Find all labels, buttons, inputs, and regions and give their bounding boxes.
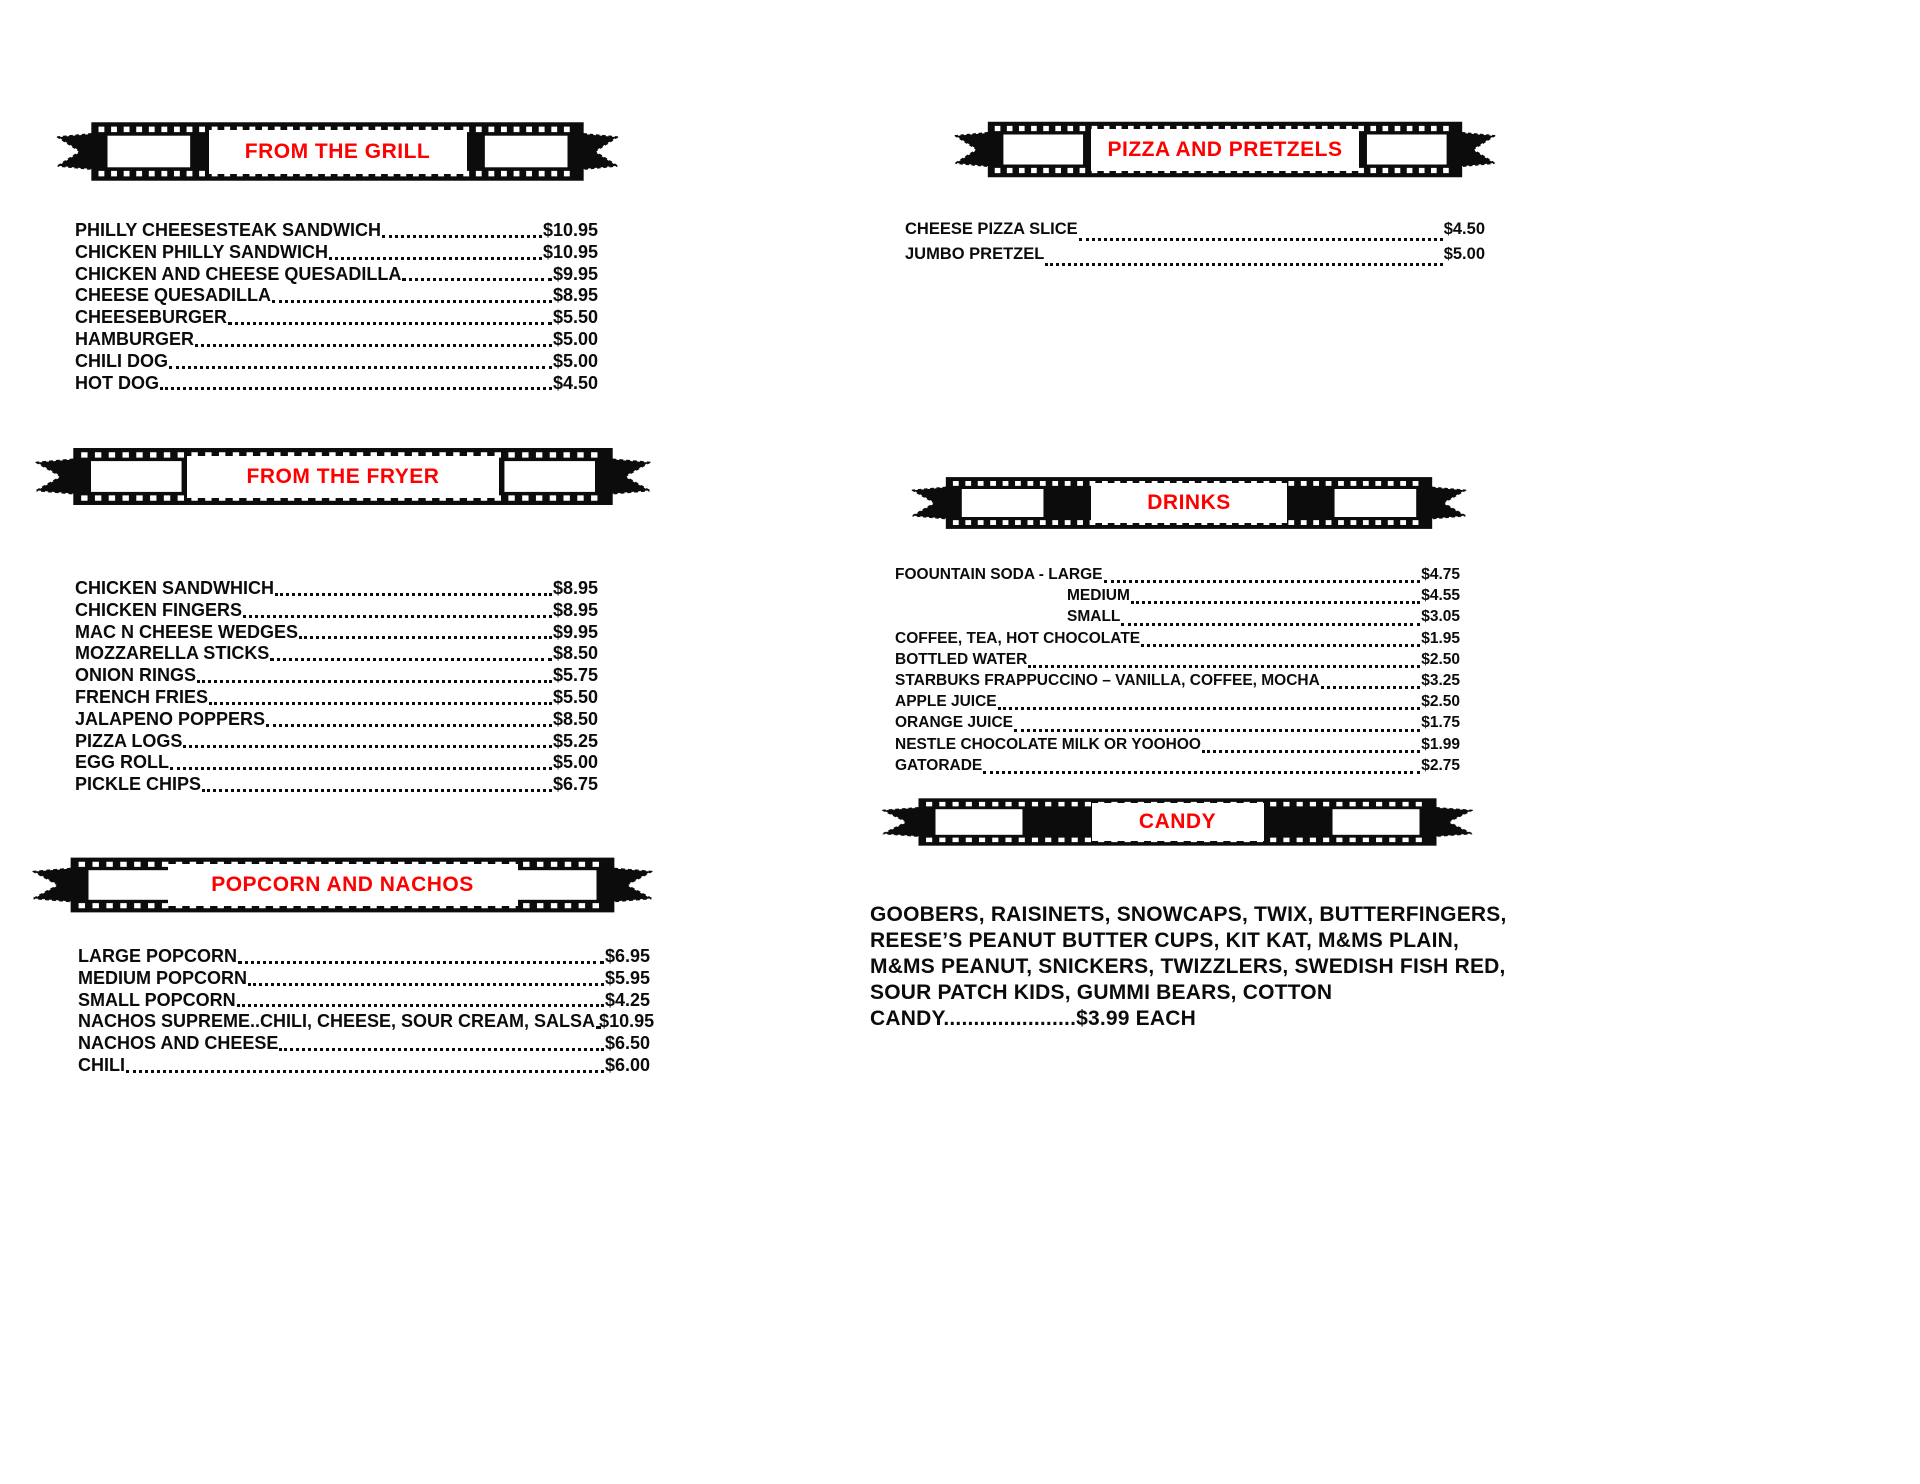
item-name: PIZZA LOGS [75, 730, 183, 751]
item-price: $6.50 [604, 1033, 650, 1054]
menu-item [75, 622, 598, 644]
item-price: $1.95 [1421, 629, 1460, 647]
item-name: MEDIUM POPCORN [78, 967, 248, 988]
dot-leader [998, 707, 1421, 710]
item-name: CHICKEN AND CHEESE QUESADILLA [75, 263, 402, 284]
item-name: CHICKEN PHILLY SANDWICH [75, 241, 329, 262]
menu-item [75, 285, 598, 307]
section-title-pizza: PIZZA AND PRETZELS [1091, 129, 1359, 171]
item-name: NESTLE CHOCOLATE MILK OR YOOHOO [895, 735, 1201, 753]
menu-item [75, 351, 598, 373]
item-name: HOT DOG [75, 372, 159, 393]
item-name: CHILI [78, 1054, 125, 1075]
fryer-item-list [75, 578, 598, 796]
item-price: $5.00 [552, 350, 598, 371]
menu-item [75, 752, 598, 774]
section-title-fryer: FROM THE FRYER [187, 456, 499, 498]
menu-item [895, 693, 1460, 714]
item-price: $4.25 [604, 989, 650, 1010]
dot-leader [270, 658, 552, 661]
item-name: STARBUKS FRAPPUCCINO – VANILLA, COFFEE, MOCHA [895, 671, 1320, 689]
dot-leader [238, 961, 604, 964]
menu-item [78, 968, 650, 990]
dot-leader [382, 235, 542, 238]
menu-item [75, 578, 598, 600]
dot-leader [1131, 601, 1420, 604]
menu-item [895, 672, 1460, 693]
item-name: ONION RINGS [75, 665, 197, 686]
item-price: $10.95 [542, 241, 598, 262]
item-name: ORANGE JUICE [895, 714, 1013, 732]
item-name: PICKLE CHIPS [75, 774, 202, 795]
item-price: $5.75 [552, 665, 598, 686]
banner-drinks [905, 468, 1473, 538]
dot-leader [272, 300, 552, 303]
menu-item [895, 757, 1460, 778]
menu-item [78, 1055, 650, 1077]
menu-item [75, 220, 598, 242]
dot-leader [183, 745, 552, 748]
dot-leader [195, 344, 552, 347]
item-name: MAC N CHEESE WEDGES [75, 621, 299, 642]
item-name: CHICKEN SANDWHICH [75, 578, 274, 598]
menu-item [75, 242, 598, 264]
item-price: $2.50 [1421, 693, 1460, 711]
item-price: $8.50 [552, 708, 598, 729]
item-name: JUMBO PRETZEL [905, 245, 1045, 263]
candy-list-paragraph: GOOBERS, RAISINETS, SNOWCAPS, TWIX, BUTTERFINGERS, REESE’S PEANUT BUTTER CUPS, KIT KAT, M&MS PLAIN, M&MS PEANUT, SNICKERS, TWIZZLERS, SWEDISH FISH RED, SOUR PATCH KIDS, GUMMI BEARS, COTTON CANDY......................$3.99 EACH [870, 903, 1507, 1030]
section-title-popcorn: POPCORN AND NACHOS [168, 864, 518, 906]
item-price: $8.95 [552, 578, 598, 598]
item-price: $5.00 [1443, 245, 1485, 263]
item-price: $4.50 [552, 372, 598, 393]
dot-leader [275, 593, 552, 596]
menu-item [75, 373, 598, 395]
item-price: $5.00 [552, 328, 598, 349]
menu-item [75, 665, 598, 687]
item-name: GATORADE [895, 756, 983, 774]
dot-leader [248, 983, 604, 986]
dot-leader [1202, 750, 1420, 753]
dot-leader [266, 724, 552, 727]
menu-item [78, 1011, 655, 1033]
banner-candy [875, 790, 1480, 854]
dot-leader [169, 366, 552, 369]
item-name: SMALL [1067, 608, 1121, 626]
item-price: $5.00 [552, 752, 598, 773]
item-price: $5.50 [552, 307, 598, 328]
item-price: $2.50 [1421, 650, 1460, 668]
menu-item [78, 1033, 650, 1055]
dot-leader [170, 767, 552, 770]
item-price: $5.50 [552, 686, 598, 707]
dot-leader [209, 702, 552, 705]
item-price: $1.99 [1421, 735, 1460, 753]
dot-leader [1014, 729, 1420, 732]
dot-leader [1028, 665, 1420, 668]
menu-item [895, 630, 1460, 651]
item-price: $1.75 [1421, 714, 1460, 732]
item-name: CHEESE PIZZA SLICE [905, 220, 1078, 238]
menu-item [78, 990, 650, 1012]
menu-item [75, 329, 598, 351]
item-name: MOZZARELLA STICKS [75, 643, 270, 664]
menu-item [895, 566, 1460, 587]
item-name: JALAPENO POPPERS [75, 708, 266, 729]
item-name: CHICKEN FINGERS [75, 599, 243, 620]
dot-leader [1104, 580, 1421, 583]
dot-leader [202, 789, 552, 792]
item-price: $10.95 [542, 220, 598, 240]
item-name: SMALL POPCORN [78, 989, 236, 1010]
banner-popcorn-and-nachos [25, 848, 660, 922]
dot-leader [329, 257, 542, 260]
banner-pizza-and-pretzels [948, 112, 1502, 187]
menu-item [895, 714, 1460, 735]
section-title-candy: CANDY [1092, 803, 1264, 841]
menu-item [895, 587, 1460, 608]
item-price: $6.75 [552, 774, 598, 795]
item-price: $4.55 [1421, 587, 1460, 605]
menu-item [75, 264, 598, 286]
item-price: $8.95 [552, 599, 598, 620]
dot-leader [596, 1026, 598, 1029]
item-price: $8.95 [552, 285, 598, 306]
item-price: $4.75 [1421, 566, 1460, 583]
dot-leader [197, 680, 552, 683]
dot-leader [160, 387, 552, 390]
item-name: LARGE POPCORN [78, 946, 238, 966]
item-price: $10.95 [599, 1011, 655, 1032]
pizza-item-list [905, 220, 1485, 270]
item-price: $4.50 [1443, 220, 1485, 238]
item-name: BOTTLED WATER [895, 650, 1028, 668]
item-name: NACHOS SUPREME..CHILI, CHEESE, SOUR CREAM, SALSA [78, 1011, 596, 1032]
item-price: $6.95 [604, 946, 650, 966]
dot-leader [1321, 686, 1420, 689]
item-name: PHILLY CHEESESTEAK SANDWICH [75, 220, 382, 240]
dot-leader [1121, 623, 1420, 626]
menu-item [905, 245, 1485, 270]
item-price: $9.95 [552, 263, 598, 284]
item-name: FRENCH FRIES [75, 686, 209, 707]
dot-leader [237, 1004, 604, 1007]
banner-from-the-grill [50, 112, 625, 191]
item-name: NACHOS AND CHEESE [78, 1033, 279, 1054]
item-name: FOOUNTAIN SODA - LARGE [895, 566, 1103, 583]
item-price: $6.00 [604, 1054, 650, 1075]
dot-leader [243, 615, 552, 618]
section-title-grill: FROM THE GRILL [209, 130, 467, 174]
item-name: CHEESE QUESADILLA [75, 285, 272, 306]
item-name: CHILI DOG [75, 350, 168, 371]
menu-item [75, 687, 598, 709]
menu-item [75, 709, 598, 731]
item-name: APPLE JUICE [895, 693, 997, 711]
dot-leader [1079, 238, 1443, 241]
dot-leader [279, 1048, 604, 1051]
section-title-drinks: DRINKS [1091, 483, 1287, 523]
dot-leader [1141, 644, 1420, 647]
item-price: $5.25 [552, 730, 598, 751]
item-name: MEDIUM [1067, 587, 1130, 605]
item-price: $3.05 [1421, 608, 1460, 626]
dot-leader [126, 1070, 604, 1073]
menu-item [78, 946, 650, 968]
menu-item [75, 307, 598, 329]
item-price: $3.25 [1421, 671, 1460, 689]
item-price: $8.50 [552, 643, 598, 664]
item-price: $5.95 [604, 967, 650, 988]
popcorn-item-list [78, 946, 655, 1077]
item-name: EGG ROLL [75, 752, 169, 773]
menu-item [75, 774, 598, 796]
drinks-item-list [895, 566, 1460, 778]
menu-item [75, 643, 598, 665]
item-name: COFFEE, TEA, HOT CHOCOLATE [895, 629, 1141, 647]
menu-item [895, 736, 1460, 757]
menu-item [75, 731, 598, 753]
item-name: HAMBURGER [75, 328, 194, 349]
dot-leader [1045, 263, 1442, 266]
menu-item [895, 651, 1460, 672]
item-name: CHEESEBURGER [75, 307, 228, 328]
grill-item-list [75, 220, 598, 394]
menu-item [75, 600, 598, 622]
dot-leader [228, 322, 552, 325]
item-price: $9.95 [552, 621, 598, 642]
menu-item [905, 220, 1485, 245]
dot-leader [983, 771, 1420, 774]
dot-leader [402, 278, 552, 281]
item-price: $2.75 [1421, 756, 1460, 774]
banner-from-the-fryer [28, 438, 658, 515]
dot-leader [299, 636, 552, 639]
menu-item [895, 608, 1460, 629]
